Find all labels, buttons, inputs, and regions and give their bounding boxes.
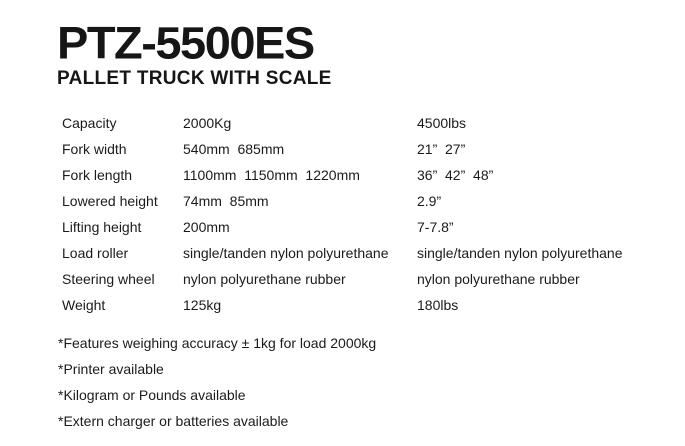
product-model-title: PTZ-5500ES: [57, 17, 314, 68]
table-row: [0, 292, 685, 318]
spec-label: Fork width: [62, 141, 127, 157]
spec-imperial-value: 2.9”: [417, 193, 442, 209]
spec-metric-value: 74mm 85mm: [183, 193, 269, 209]
spec-label: Steering wheel: [62, 271, 155, 287]
spec-label: Fork length: [62, 167, 133, 183]
spec-imperial-value: single/tanden nylon polyurethane: [417, 245, 623, 261]
spec-metric-value: 200mm: [183, 219, 230, 235]
footnote: *Features weighing accuracy ± 1kg for load 2000kg: [58, 335, 377, 351]
spec-imperial-value: 21” 27”: [417, 141, 466, 157]
spec-metric-value: 125kg: [183, 297, 222, 313]
product-subtitle: PALLET TRUCK WITH SCALE: [57, 68, 332, 89]
table-row: [0, 162, 685, 188]
table-row: [0, 214, 685, 240]
spec-metric-value: nylon polyurethane rubber: [183, 271, 346, 287]
footnotes: [58, 330, 376, 434]
spec-metric-value: 2000Kg: [183, 115, 232, 131]
spec-label: Lifting height: [62, 219, 142, 235]
spec-imperial-value: nylon polyurethane rubber: [417, 271, 580, 287]
header: [57, 17, 332, 90]
footnote: *Kilogram or Pounds available: [58, 387, 246, 403]
footnote: *Extern charger or batteries available: [58, 413, 289, 429]
spec-imperial-value: 36” 42” 48”: [417, 167, 494, 183]
table-row: [0, 136, 685, 162]
spec-label: Lowered height: [62, 193, 158, 209]
spec-label: Weight: [62, 297, 106, 313]
spec-imperial-value: 4500lbs: [417, 115, 467, 131]
spec-table: [0, 110, 685, 318]
footnote: *Printer available: [58, 361, 164, 377]
spec-metric-value: single/tanden nylon polyurethane: [183, 245, 389, 261]
spec-imperial-value: 180lbs: [417, 297, 459, 313]
spec-metric-value: 540mm 685mm: [183, 141, 285, 157]
spec-label: Load roller: [62, 245, 129, 261]
spec-imperial-value: 7-7.8”: [417, 219, 454, 235]
spec-metric-value: 1100mm 1150mm 1220mm: [183, 167, 360, 183]
table-row: [0, 266, 685, 292]
spec-label: Capacity: [62, 115, 117, 131]
table-row: [0, 188, 685, 214]
table-row: [0, 240, 685, 266]
table-row: [0, 110, 685, 136]
